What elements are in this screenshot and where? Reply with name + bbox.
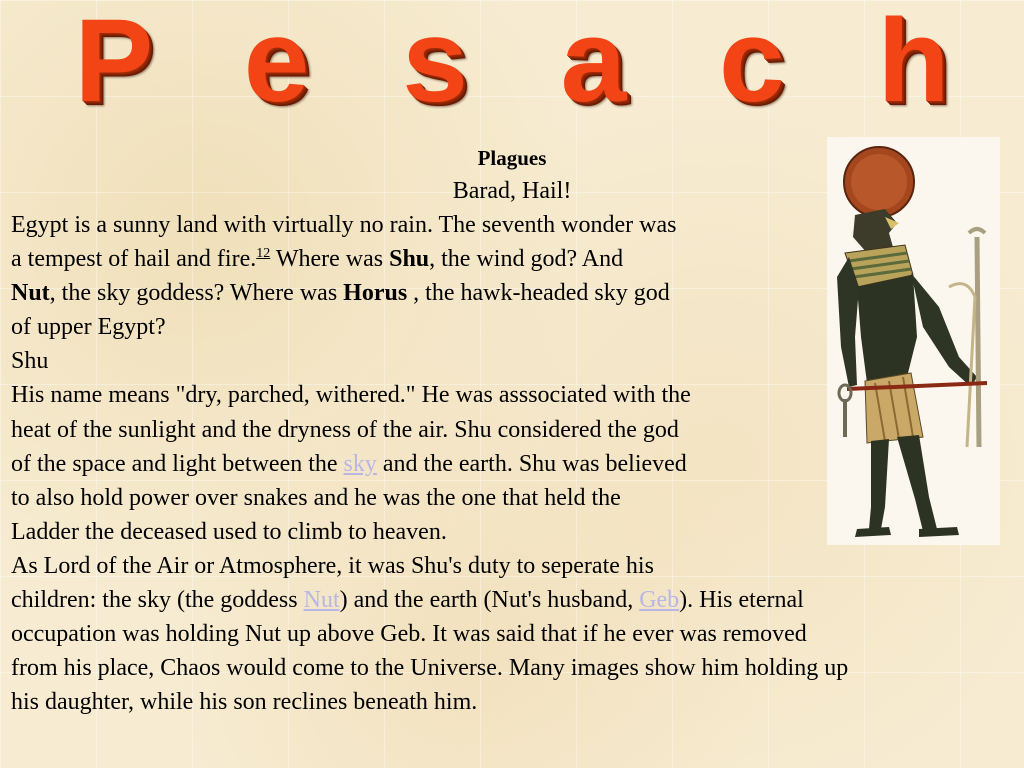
body-line-15: his daughter, while his son reclines beneath him. [11,689,478,716]
body-line-9: to also hold power over snakes and he was the one that held the [11,484,621,511]
term-horus: Horus [343,280,408,307]
body-line-10: Ladder the deceased used to climb to heaven. [11,518,447,545]
footnote-ref-12[interactable]: 12 [256,246,271,262]
link-nut[interactable]: Nut [303,587,340,614]
slide-title: P e s a c h [74,0,980,127]
body-line-1: Egypt is a sunny land with virtually no rain. The seventh wonder was [11,212,677,238]
heading-plagues: Plagues [477,146,547,170]
body-line-8: of the space and light between the sky and the earth. Shu was believed [11,450,687,477]
body-line-11: As Lord of the Air or Atmosphere, it was Shu's duty to seperate his [11,552,654,579]
body-line-12: children: the sky (the goddess Nut) and the earth (Nut's husband, Geb). His eternal [11,587,804,614]
body-line-2: a tempest of hail and fire.$^{12}$ Where was Shu, the wind god? And [11,246,624,273]
body-line-4: of upper Egypt? [11,314,166,341]
link-sky[interactable]: sky [343,450,377,477]
body-text [11,208,848,719]
body-line-7: heat of the sunlight and the dryness of the air. Shu considered the god [11,416,679,443]
link-geb[interactable]: Geb [639,587,680,614]
body-line-14: from his place, Chaos would come to the Universe. Many images show him holding up [11,655,849,682]
term-shu: Shu [389,246,430,273]
body-line-6: His name means "dry, parched, withered." He was asssociated with the [11,382,691,409]
body-line-13: occupation was holding Nut up above Geb. It was said that if he ever was removed [11,621,807,648]
term-nut: Nut [11,280,50,307]
sub-heading-barad: Barad, Hail! [452,178,572,204]
body-line-5: Shu [11,348,49,375]
body-line-3: Nut, the sky goddess? Where was Horus , the hawk-headed sky god [11,280,670,307]
